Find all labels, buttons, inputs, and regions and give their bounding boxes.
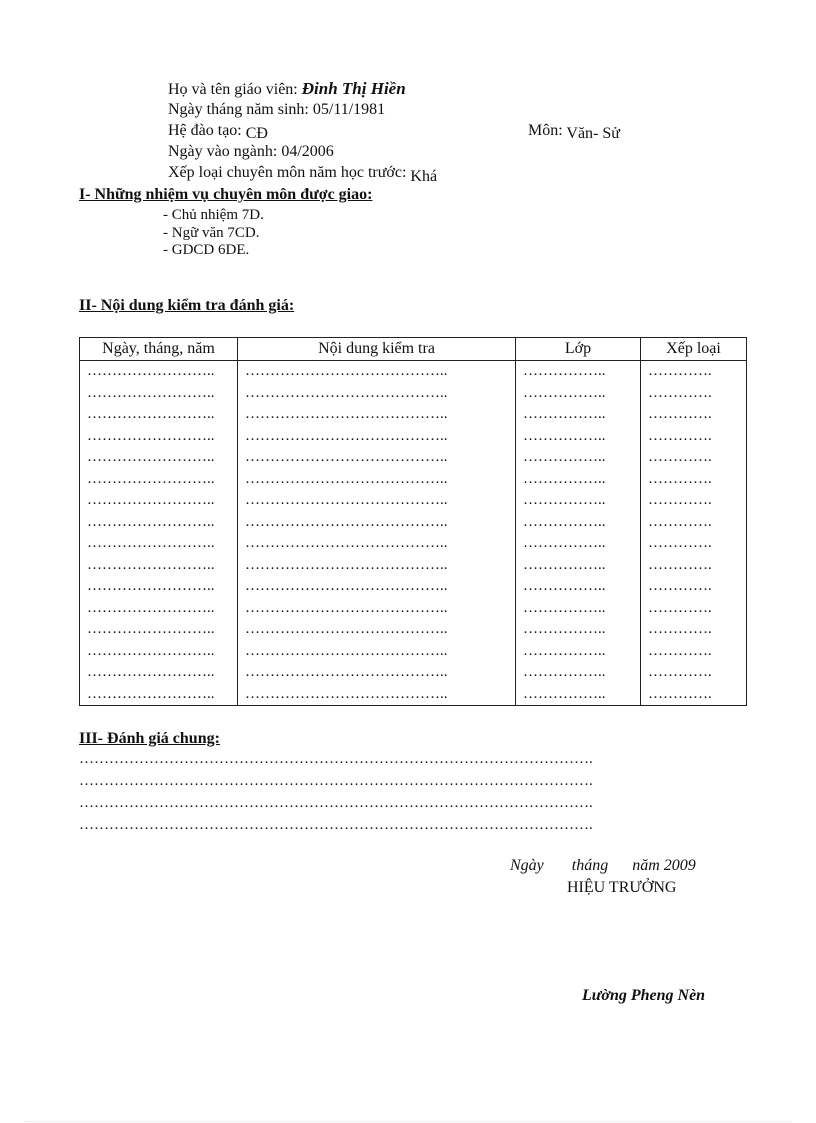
cell-content: ………………………………….. — [238, 447, 516, 469]
cell-class: …………….. — [516, 383, 641, 405]
rank-value: Khá — [410, 168, 438, 185]
page-bottom-rule — [24, 1121, 792, 1122]
cell-content: ………………………………….. — [238, 598, 516, 620]
table-row — [80, 404, 747, 426]
start-value: 04/2006 — [281, 143, 334, 160]
subject-label: Môn: — [528, 122, 563, 139]
cell-date: …………………….. — [80, 469, 238, 491]
section1-heading: I- Những nhiệm vụ chuyên môn được giao: — [79, 186, 373, 203]
cell-date: …………………….. — [80, 641, 238, 663]
cell-date: …………………….. — [80, 533, 238, 555]
signature-date: Ngày tháng năm 2009 — [510, 857, 696, 874]
comment-line: …………………………………………………………………………………………. — [79, 774, 593, 789]
cell-rank: …………. — [641, 512, 747, 534]
dob-row — [168, 102, 385, 118]
evaluation-table — [79, 337, 747, 706]
dob-value: 05/11/1981 — [312, 101, 386, 118]
cell-rank: …………. — [641, 490, 747, 512]
cell-date: …………………….. — [80, 512, 238, 534]
cell-class: …………….. — [516, 684, 641, 706]
table-row — [80, 662, 747, 684]
table-row — [80, 512, 747, 534]
cell-date: …………………….. — [80, 361, 238, 383]
cell-date: …………………….. — [80, 490, 238, 512]
cell-class: …………….. — [516, 598, 641, 620]
cell-rank: …………. — [641, 426, 747, 448]
teacher-name-row — [168, 80, 406, 98]
training-value: CĐ — [245, 125, 268, 142]
cell-rank: …………. — [641, 383, 747, 405]
table-row — [80, 555, 747, 577]
rank-label: Xếp loại chuyên môn năm học trước: — [168, 164, 407, 181]
cell-date: …………………….. — [80, 619, 238, 641]
task-item: - Ngữ văn 7CD. — [163, 225, 260, 241]
cell-content: ………………………………….. — [238, 619, 516, 641]
cell-date: …………………….. — [80, 447, 238, 469]
cell-date: …………………….. — [80, 383, 238, 405]
table-row — [80, 447, 747, 469]
subject-value: Văn- Sử — [566, 125, 620, 142]
cell-class: …………….. — [516, 361, 641, 383]
cell-content: ………………………………….. — [238, 469, 516, 491]
cell-rank: …………. — [641, 662, 747, 684]
teacher-name-label: Họ và tên giáo viên: — [168, 81, 298, 98]
subject-row — [528, 122, 620, 142]
cell-content: ………………………………….. — [238, 383, 516, 405]
cell-rank: …………. — [641, 361, 747, 383]
table-row — [80, 619, 747, 641]
cell-class: …………….. — [516, 512, 641, 534]
cell-content: ………………………………….. — [238, 641, 516, 663]
table-row — [80, 469, 747, 491]
teacher-name-value: Đinh Thị Hiền — [301, 79, 406, 98]
table-row — [80, 426, 747, 448]
cell-date: …………………….. — [80, 598, 238, 620]
table-row — [80, 598, 747, 620]
start-row — [168, 144, 334, 160]
comment-line: …………………………………………………………………………………………. — [79, 796, 593, 811]
cell-content: ………………………………….. — [238, 490, 516, 512]
cell-content: ………………………………….. — [238, 555, 516, 577]
signature-title: HIỆU TRƯỞNG — [567, 879, 677, 896]
cell-rank: …………. — [641, 576, 747, 598]
cell-date: …………………….. — [80, 426, 238, 448]
column-header-rank: Xếp loại — [641, 338, 747, 361]
dob-label: Ngày tháng năm sinh: — [168, 101, 309, 118]
table-row — [80, 684, 747, 706]
cell-content: ………………………………….. — [238, 404, 516, 426]
task-item: - Chủ nhiệm 7D. — [163, 207, 264, 223]
cell-content: ………………………………….. — [238, 576, 516, 598]
cell-date: …………………….. — [80, 684, 238, 706]
column-header-date: Ngày, tháng, năm — [80, 338, 238, 361]
cell-content: ………………………………….. — [238, 361, 516, 383]
cell-class: …………….. — [516, 404, 641, 426]
section2-heading: II- Nội dung kiểm tra đánh giá: — [79, 297, 295, 314]
table-row — [80, 361, 747, 383]
cell-rank: …………. — [641, 404, 747, 426]
comment-line: …………………………………………………………………………………………. — [79, 818, 593, 833]
cell-date: …………………….. — [80, 662, 238, 684]
cell-class: …………….. — [516, 490, 641, 512]
cell-content: ………………………………….. — [238, 512, 516, 534]
cell-class: …………….. — [516, 533, 641, 555]
table-row — [80, 383, 747, 405]
cell-content: ………………………………….. — [238, 533, 516, 555]
cell-content: ………………………………….. — [238, 662, 516, 684]
cell-rank: …………. — [641, 555, 747, 577]
cell-content: ………………………………….. — [238, 426, 516, 448]
table-row — [80, 533, 747, 555]
comment-line: …………………………………………………………………………………………. — [79, 752, 593, 767]
cell-class: …………….. — [516, 426, 641, 448]
cell-content: ………………………………….. — [238, 684, 516, 706]
table-row — [80, 641, 747, 663]
signature-name: Lường Pheng Nèn — [582, 987, 706, 1004]
cell-date: …………………….. — [80, 576, 238, 598]
cell-date: …………………….. — [80, 404, 238, 426]
table-body — [80, 361, 747, 706]
cell-date: …………………….. — [80, 555, 238, 577]
column-header-class: Lớp — [516, 338, 641, 361]
cell-rank: …………. — [641, 641, 747, 663]
cell-class: …………….. — [516, 469, 641, 491]
cell-rank: …………. — [641, 469, 747, 491]
cell-rank: …………. — [641, 533, 747, 555]
cell-class: …………….. — [516, 447, 641, 469]
table-header-row — [80, 338, 747, 361]
cell-rank: …………. — [641, 598, 747, 620]
training-label: Hệ đào tạo: — [168, 122, 242, 139]
table-row — [80, 490, 747, 512]
cell-class: …………….. — [516, 641, 641, 663]
start-label: Ngày vào ngành: — [168, 143, 278, 160]
cell-rank: …………. — [641, 684, 747, 706]
training-row — [168, 122, 268, 142]
rank-row — [168, 164, 438, 185]
cell-rank: …………. — [641, 447, 747, 469]
column-header-content: Nội dung kiểm tra — [238, 338, 516, 361]
cell-class: …………….. — [516, 555, 641, 577]
cell-class: …………….. — [516, 576, 641, 598]
task-item: - GDCD 6DE. — [163, 242, 250, 258]
cell-class: …………….. — [516, 619, 641, 641]
table-row — [80, 576, 747, 598]
section3-heading: III- Đánh giá chung: — [79, 730, 220, 747]
cell-class: …………….. — [516, 662, 641, 684]
cell-rank: …………. — [641, 619, 747, 641]
